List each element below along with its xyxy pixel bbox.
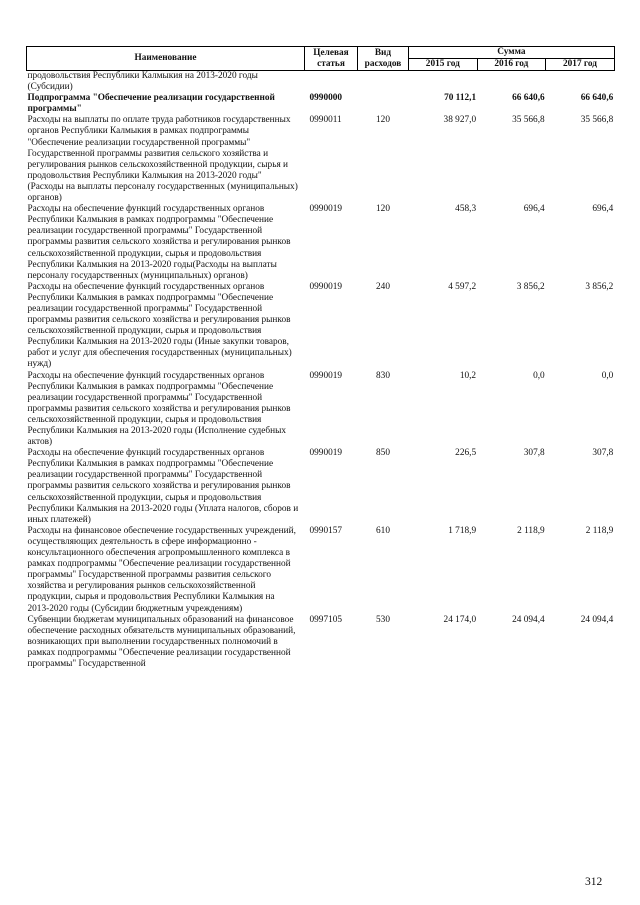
cell-2016: 696,4 — [523, 204, 545, 215]
cell-2017: 66 640,6 — [580, 93, 614, 104]
cell-name: Расходы на обеспечение функций государственных органов Республики Калмыкия в рамках подпрограммы "Обеспечение реализации государственной программы" Государственной программы развития сельского хозяйства и регулирования рынков сельскохозяйственной продукции, сырья и продовольствия Республики Калмыкия на 2013-2020 годы(Расходы на выплаты персоналу государственных (муниципальных) органов) — [27, 204, 291, 281]
cell-2015: 38 927,0 — [443, 115, 477, 126]
cell-kind: 120 — [376, 204, 390, 215]
cell-2015: 1 718,9 — [448, 525, 477, 536]
cell-name: продовольствия Республики Калмыкия на 2013-2020 годы (Субсидии) — [27, 71, 258, 93]
header-name: Наименование — [27, 47, 305, 71]
cell-name: Расходы на финансовое обеспечение государственных учреждений, осуществляющих деятельность в сфере информационно - консультационного обеспечения агропромышленного комплекса в рамках подпрограммы "Обеспечение реализации государственной программы" Государственной программы развития сельского хозяйства и регулирования рынков сельскохозяйственной продукции, сырья и продовольствия Республики Калмыкия на 2013-2020 годы (Субсидии бюджетным учреждениям) — [27, 525, 296, 614]
cell-article: 0990019 — [309, 370, 343, 381]
header-kind: Вид расходов — [358, 47, 409, 71]
cell-kind: 240 — [376, 281, 390, 292]
table-row — [27, 526, 615, 615]
cell-2016: 2 118,9 — [517, 525, 545, 536]
header-article: Целевая статья — [305, 47, 358, 71]
cell-kind: 850 — [376, 448, 390, 459]
cell-name: Расходы на выплаты по оплате труда работников государственных органов Республики Калмыкия в рамках подпрограммы "Обеспечение реализации государственной программы" Государственной программы развития сельского хозяйства и регулирования рынков сельскохозяйственной продукции, сырья и продовольствия Республики Калмыкия на 2013-2020 годы" (Расходы на выплаты персоналу государственных (муниципальных) органов) — [27, 115, 298, 204]
cell-kind: 530 — [376, 614, 390, 625]
table-row — [27, 93, 615, 115]
cell-2017: 24 094,4 — [580, 614, 614, 625]
cell-kind: 610 — [376, 525, 390, 536]
table-row — [27, 71, 615, 94]
cell-kind: 120 — [376, 115, 390, 126]
cell-2016: 24 094,4 — [512, 614, 545, 625]
cell-2017 — [546, 71, 615, 94]
cell-2015: 458,3 — [455, 204, 477, 215]
cell-2015 — [409, 71, 478, 94]
cell-2017: 696,4 — [592, 204, 614, 215]
cell-article — [305, 71, 358, 94]
cell-2015: 70 112,1 — [444, 93, 477, 104]
cell-2015: 10,2 — [459, 370, 477, 381]
table-row — [27, 282, 615, 371]
cell-name: Расходы на обеспечение функций государственных органов Республики Калмыкия в рамках подпрограммы "Обеспечение реализации государственной программы" Государственной программы развития сельского хозяйства и регулирования рынков сельскохозяйственной продукции, сырья и продовольствия Республики Калмыкия на 2013-2020 годы (Уплата налогов, сборов и иных платежей) — [27, 448, 299, 525]
cell-2016 — [477, 71, 546, 94]
page-number: 312 — [585, 876, 603, 888]
table-row — [27, 615, 615, 670]
header-2017: 2017 год — [546, 59, 615, 71]
cell-name: Расходы на обеспечение функций государственных органов Республики Калмыкия в рамках подпрограммы "Обеспечение реализации государственной программы" Государственной программы развития сельского хозяйства и регулирования рынков сельскохозяйственной продукции, сырья и продовольствия Республики Калмыкия на 2013-2020 годы (Иные закупки товаров, работ и услуг для обеспечения государственных (муниципальных) нужд) — [27, 281, 292, 370]
cell-article: 0990019 — [309, 281, 343, 292]
table-row — [27, 371, 615, 449]
cell-2015: 4 597,2 — [448, 281, 477, 292]
cell-article: 0990019 — [309, 448, 343, 459]
cell-2017: 2 118,9 — [585, 525, 614, 536]
table-row — [27, 115, 615, 204]
cell-2015: 24 174,0 — [443, 614, 477, 625]
cell-2016: 0,0 — [533, 370, 545, 381]
cell-article: 0990011 — [309, 115, 342, 126]
cell-kind — [358, 93, 409, 115]
cell-kind: 830 — [376, 370, 390, 381]
cell-article: 0990019 — [309, 204, 343, 215]
cell-2016: 307,8 — [523, 448, 545, 459]
header-2016: 2016 год — [477, 59, 546, 71]
cell-article: 0997105 — [309, 614, 343, 625]
cell-2015: 226,5 — [455, 448, 477, 459]
budget-table — [26, 46, 615, 670]
table-row — [27, 448, 615, 526]
cell-2016: 35 566,8 — [512, 115, 545, 126]
cell-article: 0990157 — [309, 525, 343, 536]
cell-article: 0990000 — [309, 93, 343, 104]
cell-2017: 3 856,2 — [585, 281, 614, 292]
cell-2017: 0,0 — [601, 370, 614, 381]
cell-2016: 3 856,2 — [516, 281, 545, 292]
cell-name: Субвенции бюджетам муниципальных образований на финансовое обеспечение расходных обязательств муниципальных образований, возникающих при выполнении государственных полномочий в рамках подпрограммы "Обеспечение реализации государственной программы" Государственной — [27, 614, 296, 669]
header-2015: 2015 год — [409, 59, 478, 71]
cell-name: Подпрограмма "Обеспечение реализации государственной программы" — [27, 93, 275, 115]
cell-name: Расходы на обеспечение функций государственных органов Республики Калмыкия в рамках подпрограммы "Обеспечение реализации государственной программы" Государственной программы развития сельского хозяйства и регулирования рынков сельскохозяйственной продукции, сырья и продовольствия Республики Калмыкия на 2013-2020 годы (Исполнение судебных актов) — [27, 370, 291, 448]
header-sum: Сумма — [409, 47, 615, 59]
table-row — [27, 204, 615, 282]
cell-kind — [358, 71, 409, 94]
cell-2017: 307,8 — [592, 448, 614, 459]
table-body — [27, 71, 615, 671]
table-header — [27, 47, 615, 71]
cell-2016: 66 640,6 — [512, 93, 545, 104]
cell-2017: 35 566,8 — [580, 115, 614, 126]
